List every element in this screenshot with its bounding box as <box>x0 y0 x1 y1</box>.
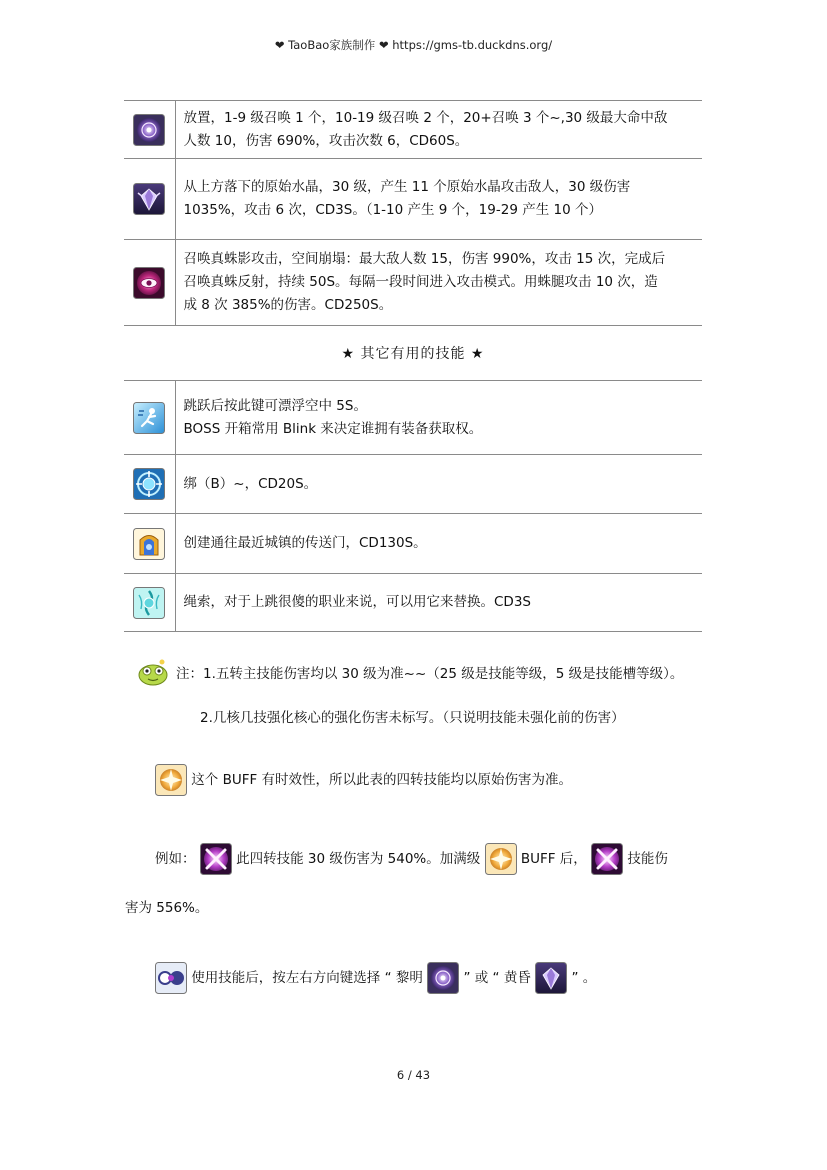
float-jump-icon <box>133 402 165 434</box>
example-line-2: 害为 556%。 <box>125 900 209 916</box>
choose-part2: ” 或 “ 黄昏 <box>463 970 531 986</box>
x-slash-skill-icon <box>200 843 232 875</box>
skill-table <box>124 100 702 632</box>
example-part3: 技能伤 <box>627 851 668 867</box>
note-1-text: 注：1.五转主技能伤害均以 30 级为准~~（25 级是技能等级，5 级是技能槽等级）。 <box>176 666 684 682</box>
table-row <box>124 159 702 240</box>
table-row <box>124 574 702 632</box>
crystal-fall-icon <box>133 183 165 215</box>
note-1 <box>136 658 683 686</box>
buff-sun-icon <box>485 843 517 875</box>
choose-part3: ” 。 <box>571 970 597 986</box>
dawn-orb-icon <box>427 962 459 994</box>
frog-mascot-icon <box>136 658 170 686</box>
row-text-line: 人数 10，伤害 690%，攻击次数 6，CD60S。 <box>183 132 469 149</box>
section-heading: ★ 其它有用的技能 ★ <box>341 346 485 362</box>
page-header: ❤ TaoBao家族制作 ❤ https://gms-tb.duckdns.org/ <box>274 38 553 52</box>
row-text-line: 成 8 次 385%的伤害。CD250S。 <box>183 297 393 313</box>
example-prefix: 例如： <box>155 851 196 867</box>
row-text-line: 创建通往最近城镇的传送门，CD130S。 <box>183 535 427 551</box>
example-part2: BUFF 后， <box>520 851 587 867</box>
table-row <box>124 514 702 574</box>
row-text-line: 召唤真蛛影攻击，空间崩塌：最大敌人数 15，伤害 990%，攻击 15 次，完成后 <box>183 251 666 267</box>
section-heading-row <box>124 326 702 381</box>
dusk-crystal-icon <box>535 962 567 994</box>
row-text-line: 1035%，攻击 6 次，CD3S。（1-10 产生 9 个，19-29 产生 10 个） <box>183 202 602 218</box>
buff-paragraph-text: 这个 BUFF 有时效性，所以此表的四转技能均以原始伤害为准。 <box>191 772 573 788</box>
buff-sun-icon <box>155 764 187 796</box>
dawn-dusk-toggle-icon <box>155 962 187 994</box>
rope-icon <box>133 587 165 619</box>
row-text-line: 放置，1-9 级召唤 1 个，10-19 级召唤 2 个，20+召唤 3 个~,30 级最大命中敌 <box>183 109 668 126</box>
table-row <box>124 381 702 455</box>
row-text-line: 从上方落下的原始水晶，30 级，产生 11 个原始水晶攻击敌人，30 级伤害 <box>183 179 631 195</box>
page-number: 6 / 43 <box>396 1068 431 1082</box>
row-text-line: 跳跃后按此键可漂浮空中 5S。 <box>183 397 367 414</box>
row-text-line: BOSS 开箱常用 Blink 来决定谁拥有装备获取权。 <box>183 420 483 437</box>
row-text-line: 召唤真蛛反射，持续 50S。每隔一段时间进入攻击模式。用蛛腿攻击 10 次，造 <box>183 274 658 290</box>
buff-paragraph <box>155 764 572 796</box>
example-paragraph <box>155 843 668 875</box>
orb-summon-icon <box>133 114 165 146</box>
choose-part1: 使用技能后，按左右方向键选择 “ 黎明 <box>191 970 423 986</box>
x-slash-skill-icon <box>591 843 623 875</box>
portal-icon <box>133 528 165 560</box>
note-2: 2.几核几技强化核心的强化伤害未标写。（只说明技能未强化前的伤害） <box>200 710 625 726</box>
row-text-line: 绑（B）~，CD20S。 <box>183 475 318 492</box>
row-text-line: 绳索，对于上跳很傻的职业来说，可以用它来替换。CD3S <box>183 594 531 610</box>
table-row <box>124 455 702 514</box>
choose-paragraph <box>155 962 596 994</box>
table-row <box>124 101 702 159</box>
table-row <box>124 240 702 326</box>
spider-eye-icon <box>133 267 165 299</box>
bind-icon <box>133 468 165 500</box>
example-part1: 此四转技能 30 级伤害为 540%。加满级 <box>236 851 481 867</box>
